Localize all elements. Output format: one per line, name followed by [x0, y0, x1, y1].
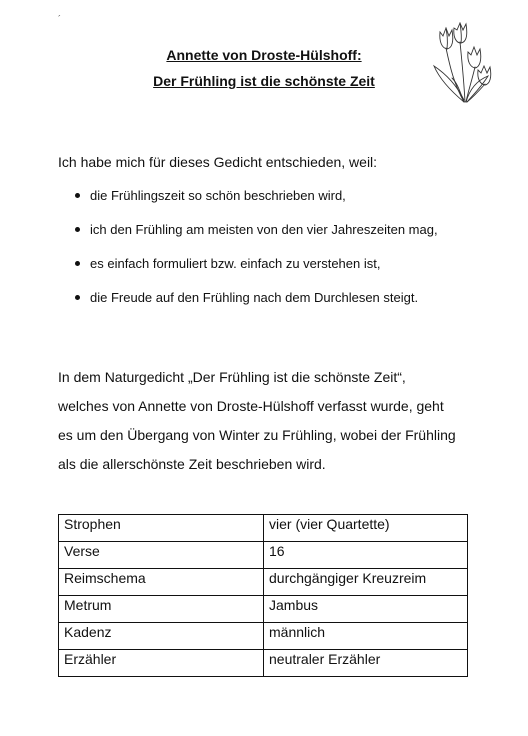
- list-item: die Freude auf den Frühling nach dem Durchlesen steigt.: [58, 290, 438, 324]
- table-row: [59, 515, 468, 542]
- table-cell-label: Erzähler: [59, 650, 264, 677]
- table-cell-value: neutraler Erzähler: [264, 650, 468, 677]
- table-cell-value: männlich: [264, 623, 468, 650]
- page-mark: ´: [58, 14, 61, 24]
- summary-line: als die allerschönste Zeit beschrieben wird.: [58, 456, 326, 472]
- list-item: es einfach formuliert bzw. einfach zu verstehen ist,: [58, 256, 438, 290]
- table-cell-label: Strophen: [59, 515, 264, 542]
- summary-line: es um den Übergang von Winter zu Frühling, wobei der Frühling: [58, 427, 456, 443]
- title-author: Annette von Droste-Hülshoff:: [166, 47, 362, 63]
- table-cell-label: Metrum: [59, 596, 264, 623]
- intro-text: Ich habe mich für dieses Gedicht entschieden, weil:: [58, 154, 378, 170]
- table-row: [59, 542, 468, 569]
- table-row: [59, 569, 468, 596]
- summary-paragraph: [58, 368, 488, 484]
- list-item: die Frühlingszeit so schön beschrieben wird,: [58, 188, 438, 222]
- table-cell-label: Verse: [59, 542, 264, 569]
- summary-line: In dem Naturgedicht „Der Frühling ist die schönste Zeit“,: [58, 369, 406, 385]
- table-cell-value: 16: [264, 542, 468, 569]
- table-cell-value: durchgängiger Kreuzreim: [264, 569, 468, 596]
- table-cell-label: Reimschema: [59, 569, 264, 596]
- summary-line: welches von Annette von Droste-Hülshoff verfasst wurde, geht: [58, 398, 444, 414]
- analysis-table: [58, 514, 468, 677]
- table-cell-value: vier (vier Quartette): [264, 515, 468, 542]
- table-row: [59, 650, 468, 677]
- table-cell-label: Kadenz: [59, 623, 264, 650]
- table-row: [59, 596, 468, 623]
- list-item: ich den Frühling am meisten von den vier Jahreszeiten mag,: [58, 222, 438, 256]
- table-cell-value: Jambus: [264, 596, 468, 623]
- tulips-icon: [430, 22, 492, 104]
- reasons-list: [58, 188, 438, 324]
- title-poem: Der Frühling ist die schönste Zeit: [153, 73, 375, 89]
- table-row: [59, 623, 468, 650]
